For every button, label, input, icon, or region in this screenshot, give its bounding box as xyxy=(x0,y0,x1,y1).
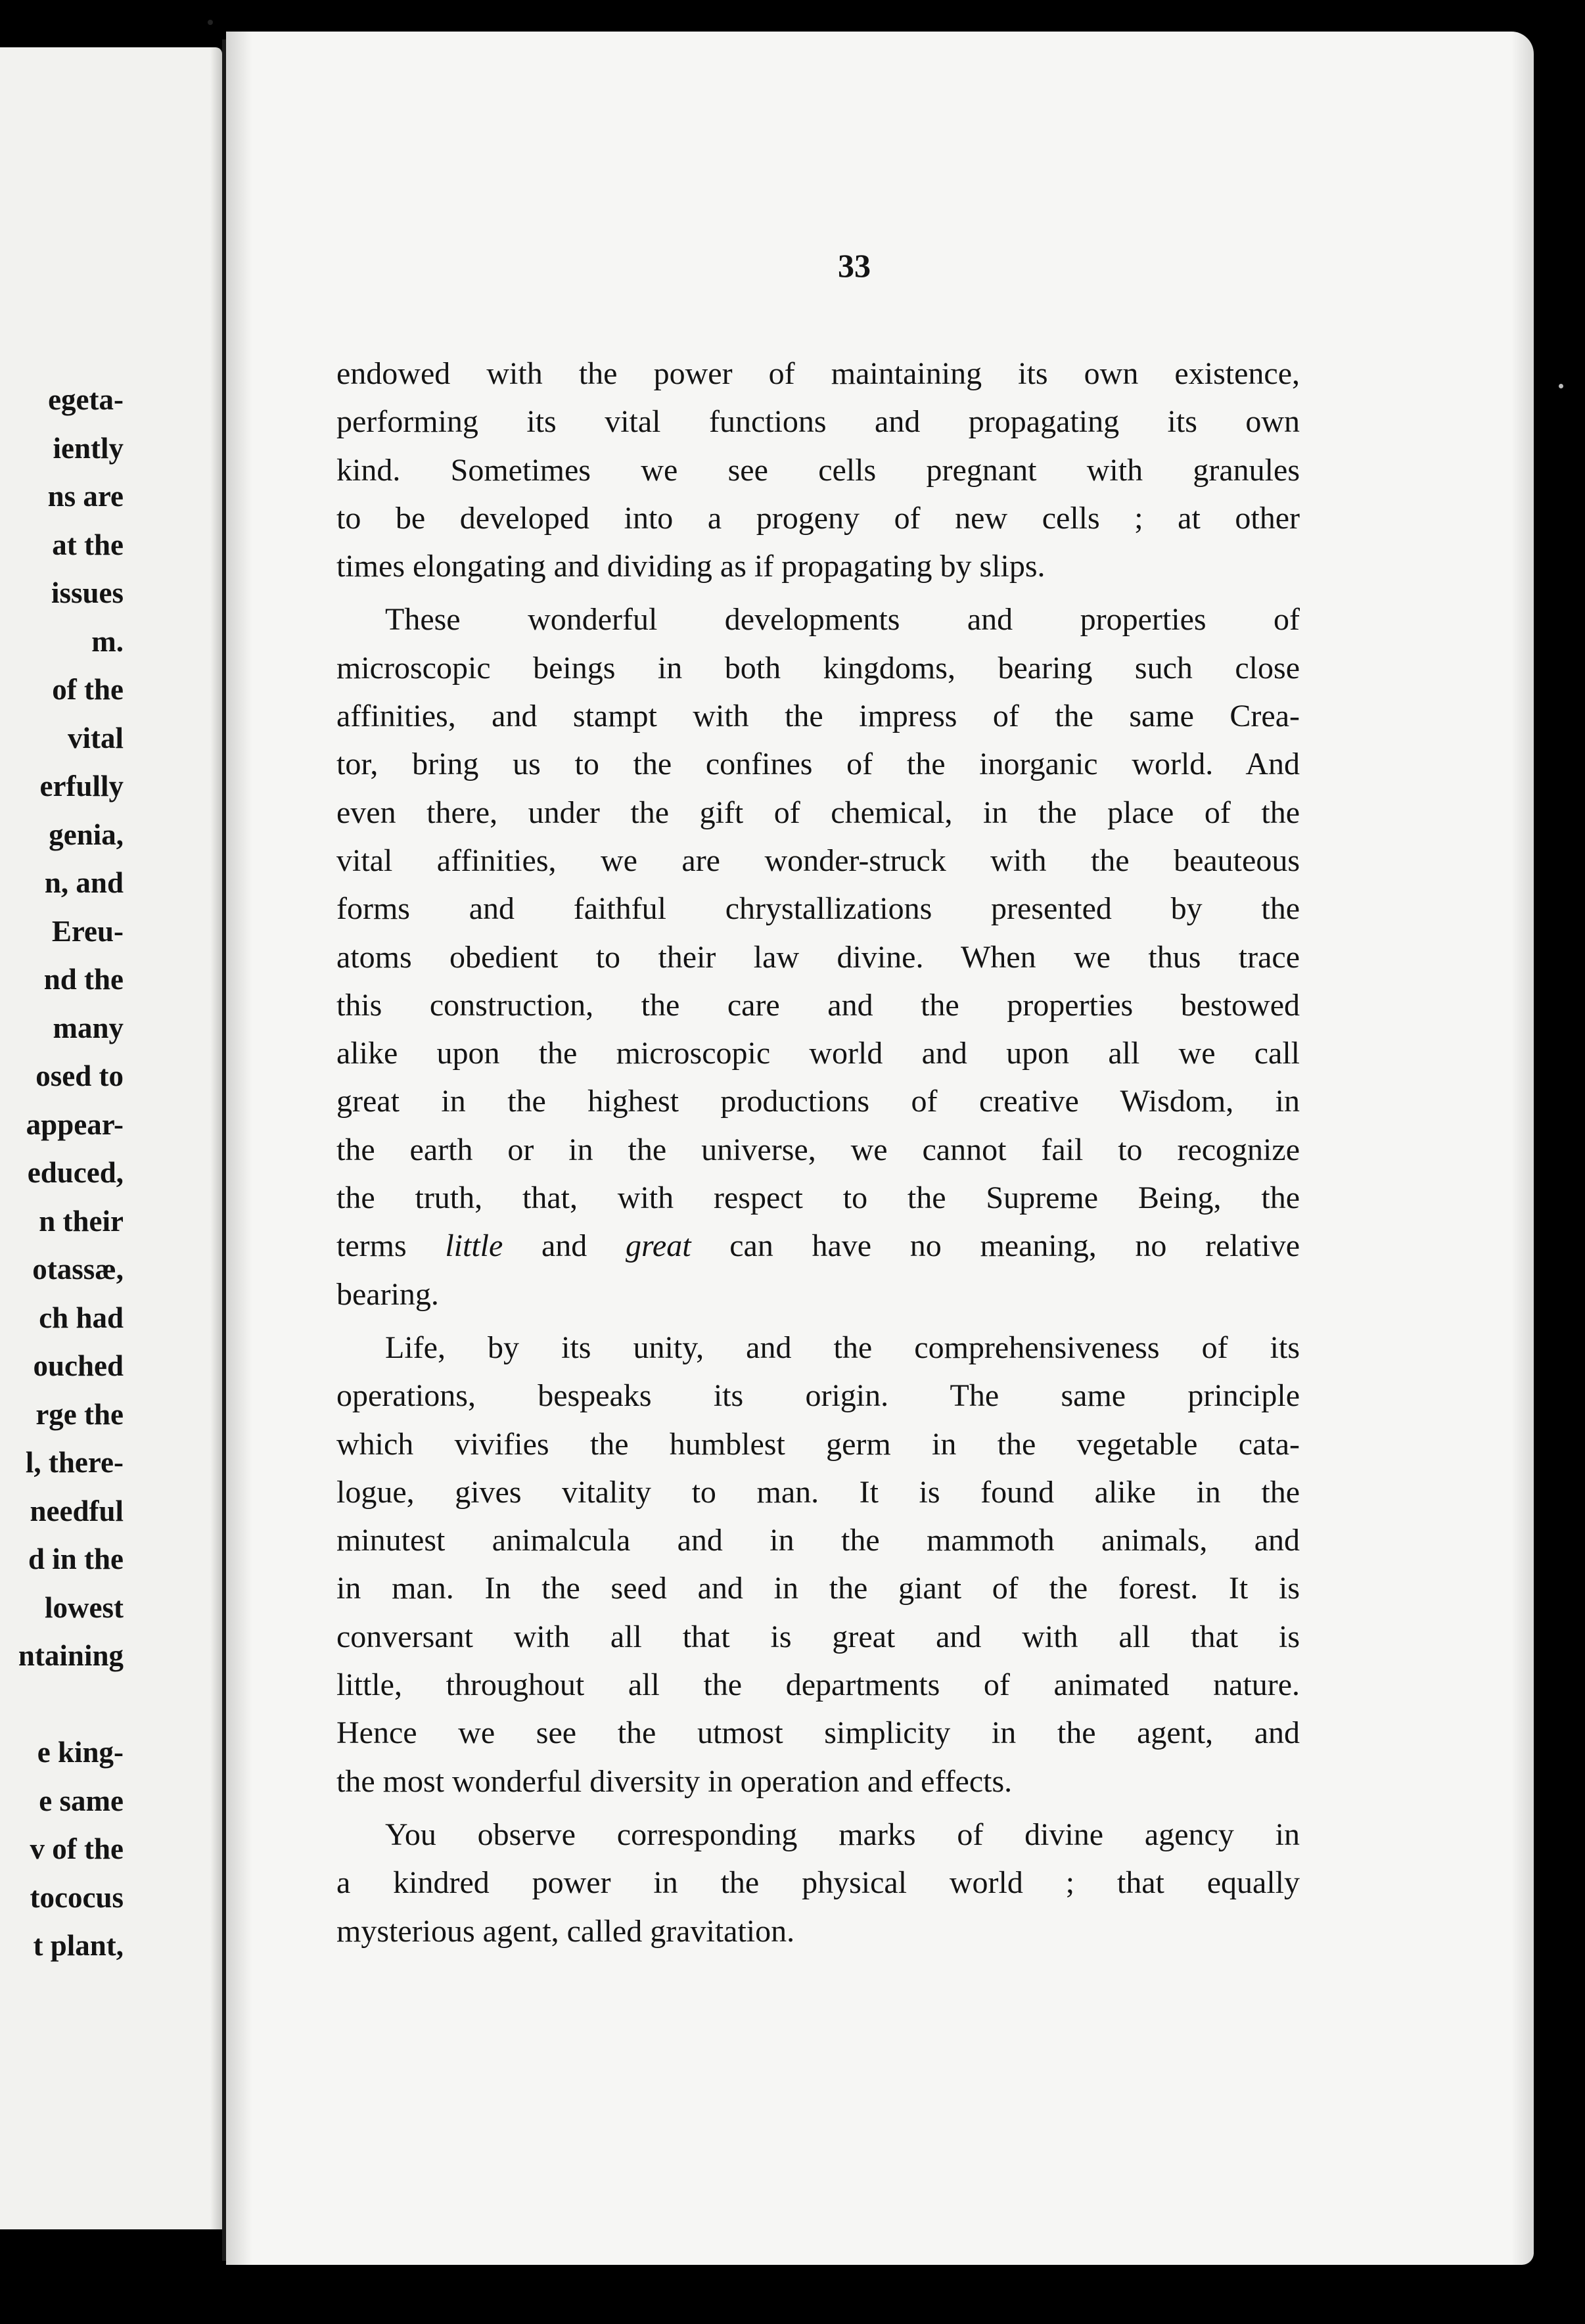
text-line: great in the highest productions of creative Wisdom, in xyxy=(336,1084,1300,1119)
scan-speck xyxy=(208,20,213,25)
left-page-line: e king- xyxy=(37,1736,124,1769)
text-line: performing its vital functions and propagating its own xyxy=(336,404,1300,440)
left-page-line xyxy=(0,1681,124,1729)
left-page-fragment xyxy=(0,47,222,2229)
text-line: atoms obedient to their law divine. When we thus trace xyxy=(336,939,1300,975)
text-line: Hence we see the utmost simplicity in the agent, and xyxy=(336,1715,1300,1751)
left-page-line: ouched xyxy=(33,1349,124,1382)
left-page-line: many xyxy=(53,1011,124,1044)
left-page-line: needful xyxy=(30,1494,124,1527)
body-text xyxy=(336,350,1300,1955)
left-page-line: lowest xyxy=(45,1591,124,1624)
text-line: a kindred power in the physical world ; that equally xyxy=(336,1865,1300,1901)
text-line: to be developed into a progeny of new cells ; at other xyxy=(336,500,1300,536)
text-line: kind. Sometimes we see cells pregnant with granules xyxy=(336,452,1300,488)
left-page-line: of the xyxy=(52,673,124,706)
left-page-line: e same xyxy=(39,1784,124,1817)
left-page-line: rge the xyxy=(35,1397,124,1431)
text-line: which vivifies the humblest germ in the vegetable cata- xyxy=(336,1426,1300,1462)
text-line: conversant with all that is great and with all that is xyxy=(336,1619,1300,1654)
left-page-line: d in the xyxy=(28,1543,124,1575)
page-number: 33 xyxy=(838,247,871,284)
left-page-line: iently xyxy=(53,431,124,465)
text-line: You observe corresponding marks of divine agency in xyxy=(385,1817,1300,1852)
text-line: bearing. xyxy=(336,1276,439,1312)
text-line: vital affinities, we are wonder-struck with the beauteous xyxy=(336,843,1300,878)
page-edge-shadow xyxy=(1511,32,1534,2265)
text-line: times elongating and dividing as if propagating by slips. xyxy=(336,549,1045,584)
text-line: tor, bring us to the confines of the inorganic world. And xyxy=(336,747,1300,782)
left-page-line: v of the xyxy=(30,1832,124,1865)
scan-speck xyxy=(1559,384,1563,388)
left-page-line: t plant, xyxy=(33,1929,124,1962)
text-line: endowed with the power of maintaining its own existence, xyxy=(336,356,1300,391)
left-page-line: ntaining xyxy=(18,1639,124,1672)
text-line: These wonderful developments and properties of xyxy=(385,602,1300,638)
left-page-line: l, there- xyxy=(25,1446,124,1479)
text-line: mysterious agent, called gravitation. xyxy=(336,1913,795,1949)
text-line: minutest animalcula and in the mammoth animals, and xyxy=(336,1523,1300,1558)
text-line: affinities, and stampt with the impress of the same Crea- xyxy=(336,699,1300,734)
left-page-line: osed to xyxy=(35,1059,124,1092)
text-line: even there, under the gift of chemical, in the place of the xyxy=(336,795,1300,830)
left-page-line: nd the xyxy=(43,963,124,996)
text-line: the truth, that, with respect to the Supreme Being, the xyxy=(336,1180,1300,1216)
text-line: the earth or in the universe, we cannot fail to recognize xyxy=(336,1132,1300,1167)
left-page-line: otassæ, xyxy=(32,1253,124,1286)
right-gutter-shadow xyxy=(226,32,252,2265)
left-gutter-shadow xyxy=(210,47,222,2229)
left-page-line: issues xyxy=(51,576,124,609)
left-page-line: appear- xyxy=(26,1107,124,1141)
text-line: logue, gives vitality to man. It is found alike in the xyxy=(336,1474,1300,1510)
left-page-line: genia, xyxy=(49,818,124,851)
text-line: terms little and great can have no meaning, no relative xyxy=(336,1228,1300,1264)
text-line: alike upon the microscopic world and upon all we call xyxy=(336,1036,1300,1071)
text-line: forms and faithful chrystallizations presented by the xyxy=(336,891,1300,927)
left-page-line: n, and xyxy=(44,866,124,899)
left-page-line: educed, xyxy=(27,1156,124,1189)
left-page-line: ns are xyxy=(47,480,124,513)
left-page-line: at the xyxy=(52,528,124,561)
left-page-line: egeta- xyxy=(48,383,124,416)
text-line: Life, by its unity, and the comprehensiveness of its xyxy=(385,1330,1300,1365)
text-line: this construction, the care and the properties bestowed xyxy=(336,987,1300,1023)
text-line: in man. In the seed and in the giant of the forest. It is xyxy=(336,1571,1300,1606)
left-page-line: tococus xyxy=(30,1880,124,1914)
left-page-line: Ereu- xyxy=(51,914,124,948)
text-line: little, throughout all the departments of animated nature. xyxy=(336,1667,1300,1703)
text-line: microscopic beings in both kingdoms, bearing such close xyxy=(336,650,1300,686)
text-line: the most wonderful diversity in operation and effects. xyxy=(336,1763,1013,1799)
left-page-line: m. xyxy=(91,624,124,658)
left-page-line: ch had xyxy=(39,1301,124,1334)
left-page-line: erfully xyxy=(39,770,124,802)
text-line: operations, bespeaks its origin. The same principle xyxy=(336,1378,1300,1414)
left-page-line: vital xyxy=(68,721,124,755)
left-page-line: n their xyxy=(39,1204,124,1238)
left-page-text xyxy=(0,376,124,1970)
right-page xyxy=(226,32,1534,2265)
